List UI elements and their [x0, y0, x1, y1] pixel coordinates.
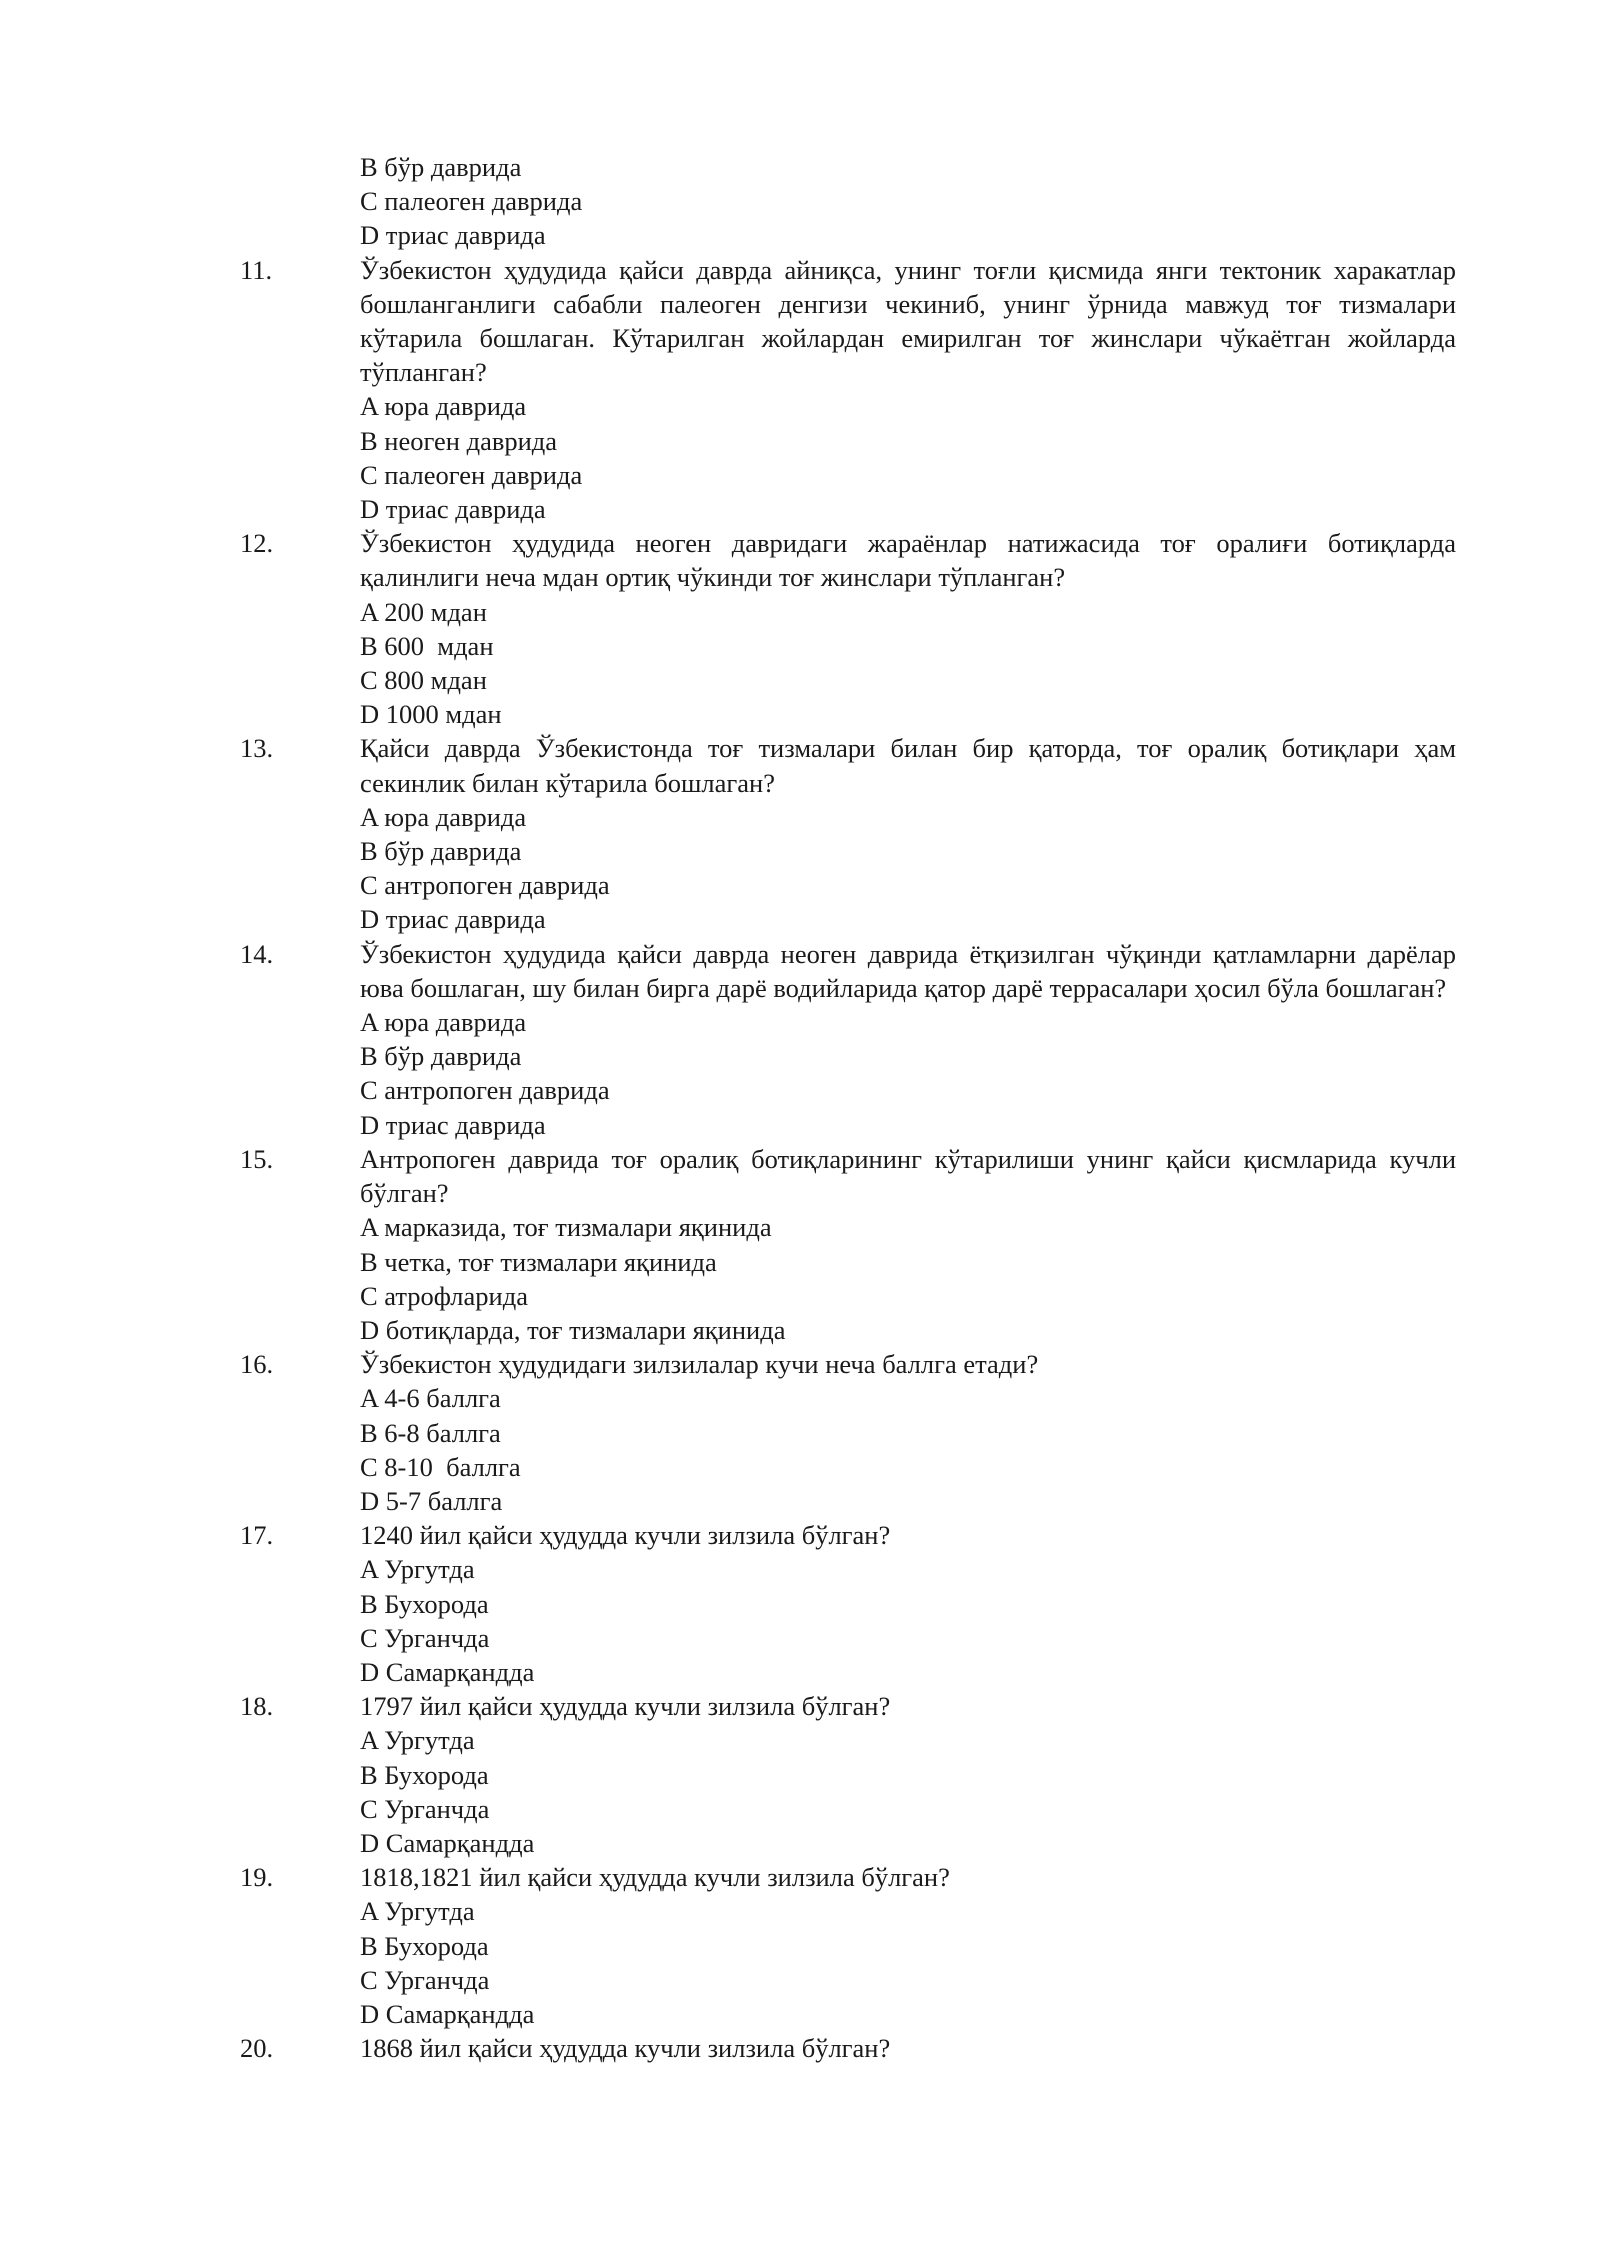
option-c: C 8-10 баллга: [360, 1451, 521, 1482]
option-c: C атрофларида: [360, 1280, 528, 1311]
question-12: [240, 526, 1456, 731]
answer-options: [360, 1894, 1456, 2031]
option-b: B 6-8 баллга: [360, 1417, 501, 1448]
question-text: Ўзбекистон ҳудудидаги зилзилалар кучи неча баллга етади?: [360, 1349, 1039, 1380]
question-14: [240, 937, 1456, 1142]
question-text: 1240 йил қайси ҳудудда кучли зилзила бўлган?: [360, 1520, 891, 1551]
question-number: 16.: [240, 1349, 274, 1380]
option-d: D триас даврида: [360, 904, 546, 935]
question-number: 17.: [240, 1520, 274, 1551]
question-number: 11.: [240, 254, 273, 285]
question-18: [240, 1689, 1456, 1860]
question-text: Ўзбекистон ҳудудида қайси даврда неоген даврида ётқизилган чўқинди қатламларни дарёлар юва бошлаган, шу билан бирга дарё водийларида қатор дарё террасалари ҳосил бўла бошлаган?: [360, 938, 1456, 1003]
option: C палеоген даврида: [360, 186, 583, 217]
option-a: A Ургутда: [360, 1725, 475, 1756]
option-c: C Урганчда: [360, 1964, 490, 1995]
option-b: B Бухорода: [360, 1759, 489, 1790]
option-b: B четка, тоғ тизмалари яқинида: [360, 1246, 717, 1277]
option-a: A Ургутда: [360, 1896, 475, 1927]
option-a: A Ургутда: [360, 1554, 475, 1585]
question-11: [240, 253, 1456, 527]
question-19: [240, 1860, 1456, 2031]
question-15: [240, 1142, 1456, 1347]
answer-options: [360, 389, 1456, 526]
answer-options: [360, 1381, 1456, 1518]
option: B бўр даврида: [360, 152, 522, 182]
option-b: B Бухорода: [360, 1930, 489, 1961]
question-number: 18.: [240, 1691, 274, 1722]
answer-options: [360, 1552, 1456, 1689]
answer-options: [360, 1210, 1456, 1347]
option-c: C палеоген даврида: [360, 459, 583, 490]
question-13: [240, 731, 1456, 936]
option-b: B неоген даврида: [360, 425, 558, 456]
question-text: Ўзбекистон ҳудудида қайси даврда айниқса, унинг тоғли қисмида янги тектоник харакатлар бошланганлиги сабабли палеоген денгизи чекиниб, унинг ўрнида мавжуд тоғ тизмалари кўтарила бошлаган. Кўтарилган жойлардан емирилган тоғ жинслари чўкаётган жойларда тўпланган?: [360, 254, 1456, 388]
option-c: C антропоген даврида: [360, 870, 610, 901]
question-text: Ўзбекистон ҳудудида неоген давридаги жараёнлар натижасида тоғ оралиғи ботиқларда қалинлиги неча мдан ортиқ чўкинди тоғ жинслари тўпланган?: [360, 528, 1456, 593]
question-number: 13.: [240, 733, 274, 764]
option-c: C 800 мдан: [360, 665, 487, 696]
question-16: [240, 1347, 1456, 1518]
option: D триас даврида: [360, 220, 546, 251]
answer-options: [360, 1005, 1456, 1142]
option-d: D 1000 мдан: [360, 699, 502, 730]
option-d: D ботиқларда, тоғ тизмалари яқинида: [360, 1314, 786, 1345]
option-a: A юра даврида: [360, 1007, 527, 1038]
option-a: A 4-6 баллга: [360, 1383, 501, 1414]
page-content: [240, 150, 1456, 2065]
question-17: [240, 1518, 1456, 1689]
question-number: 12.: [240, 528, 274, 559]
answer-options: [360, 800, 1456, 937]
option-c: C Урганчда: [360, 1793, 490, 1824]
question-number: 14.: [240, 938, 274, 969]
option-d: D Самарқандда: [360, 1656, 535, 1687]
option-b: B 600 мдан: [360, 630, 494, 661]
option-d: D Самарқандда: [360, 1827, 535, 1858]
answer-options: [360, 1723, 1456, 1860]
continued-options: [360, 150, 1456, 253]
question-text: 1797 йил қайси ҳудудда кучли зилзила бўлган?: [360, 1691, 891, 1722]
option-c: C Урганчда: [360, 1622, 490, 1653]
question-text: 1818,1821 йил қайси ҳудудда кучли зилзила бўлган?: [360, 1862, 950, 1893]
option-c: C антропоген даврида: [360, 1075, 610, 1106]
option-b: B бўр даврида: [360, 1041, 522, 1072]
question-text: 1868 йил қайси ҳудудда кучли зилзила бўлган?: [360, 2033, 891, 2064]
question-number: 19.: [240, 1862, 274, 1893]
option-a: A марказида, тоғ тизмалари яқинида: [360, 1212, 772, 1243]
question-text: Қайси даврда Ўзбекистонда тоғ тизмалари билан бир қаторда, тоғ оралиқ ботиқлари ҳам секинлик билан кўтарила бошлаган?: [360, 733, 1456, 798]
question-number: 20.: [240, 2033, 274, 2064]
option-a: A юра даврида: [360, 801, 527, 832]
option-b: B Бухорода: [360, 1588, 489, 1619]
option-b: B бўр даврида: [360, 836, 522, 867]
option-a: A 200 мдан: [360, 596, 487, 627]
question-number: 15.: [240, 1143, 274, 1174]
option-d: D триас даврида: [360, 494, 546, 525]
option-a: A юра даврида: [360, 391, 527, 422]
question-text: Антропоген даврида тоғ оралиқ ботиқларининг кўтарилиши унинг қайси қисмларида кучли бўлган?: [360, 1143, 1456, 1209]
option-d: D Самарқандда: [360, 1998, 535, 2029]
option-d: D триас даврида: [360, 1109, 546, 1140]
option-d: D 5-7 баллга: [360, 1485, 503, 1516]
question-20: [240, 2031, 1456, 2065]
answer-options: [360, 595, 1456, 732]
